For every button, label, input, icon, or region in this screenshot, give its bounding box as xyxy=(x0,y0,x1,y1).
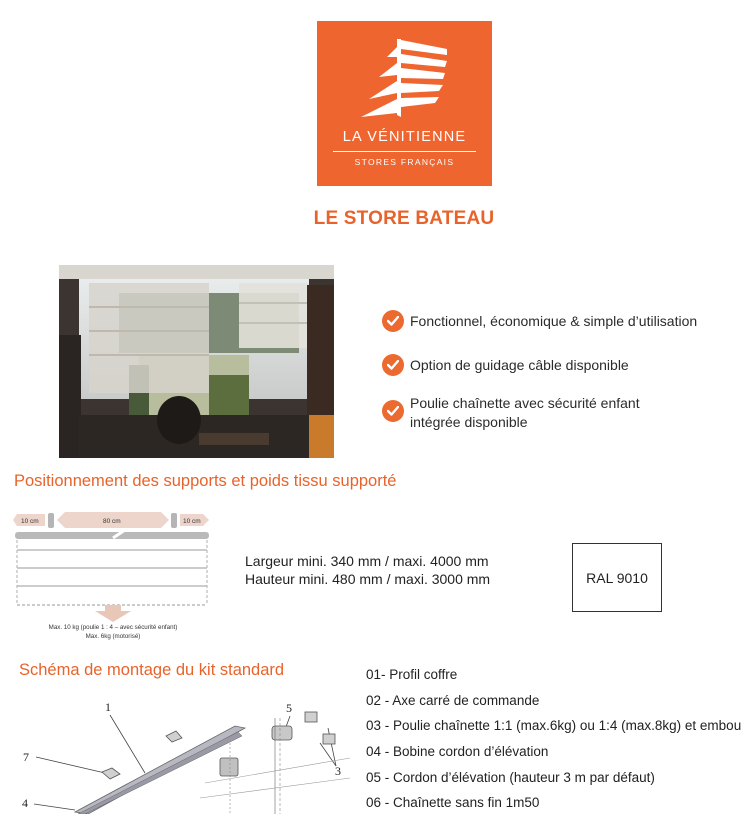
bracket-part xyxy=(102,768,120,779)
brand-name: LA VÉNITIENNE xyxy=(342,129,467,145)
check-icon xyxy=(382,400,404,422)
dim-right-label: 10 cm xyxy=(183,518,201,525)
feature-text: Poulie chaînette avec sécurité enfant intégrée disponible xyxy=(410,395,640,430)
dim-middle-label: 80 cm xyxy=(103,518,121,525)
parts-list-item: 02 - Axe carré de commande xyxy=(366,693,540,708)
support-bracket xyxy=(171,513,177,528)
callout-label: 7 xyxy=(23,750,29,764)
callout-label: 5 xyxy=(286,701,292,715)
feature-text: Fonctionnel, économique & simple d’utilisation xyxy=(410,313,698,329)
feature-item xyxy=(382,356,629,376)
callout-label: 4 xyxy=(22,796,28,810)
parts-list-item: 01- Profil coffre xyxy=(366,667,458,682)
weight-line-2: Max. 6kg (motorisé) xyxy=(85,633,141,640)
callout-label: 1 xyxy=(105,700,111,714)
supports-section-title: Positionnement des supports et poids tissu supporté xyxy=(14,472,397,490)
feature-text: Option de guidage câble disponible xyxy=(410,357,629,373)
rail-profile xyxy=(15,532,209,539)
assembly-diagram xyxy=(20,698,360,814)
feature-item xyxy=(382,394,682,432)
weight-line-1: Max. 10 kg (poulie 1 : 4 – avec sécurité enfant) xyxy=(48,624,178,631)
support-position-diagram xyxy=(13,508,213,648)
logo-divider xyxy=(333,151,476,152)
product-photo xyxy=(59,265,334,458)
parts-list-item: 06 - Chaînette sans fin 1m50 xyxy=(366,795,540,810)
parts-list-item: 04 - Bobine cordon d’élévation xyxy=(366,744,549,759)
brand-subtitle: STORES FRANÇAIS xyxy=(354,157,455,167)
check-icon xyxy=(382,354,404,376)
blinds-logo-icon xyxy=(361,37,449,119)
callout-label: 3 xyxy=(335,764,341,778)
check-icon xyxy=(382,310,404,332)
ral-color-box xyxy=(572,543,662,612)
page-title: LE STORE BATEAU xyxy=(313,208,495,229)
profile-rail xyxy=(75,726,245,814)
support-bracket xyxy=(48,513,54,528)
height-range: Hauteur mini. 480 mm / maxi. 3000 mm xyxy=(245,571,491,587)
parts-list-item: 05 - Cordon d’élévation (hauteur 3 m par défaut) xyxy=(366,770,655,785)
bracket-part xyxy=(166,731,182,742)
weight-arrow-icon xyxy=(95,605,131,622)
width-range: Largeur mini. 340 mm / maxi. 4000 mm xyxy=(245,553,489,569)
parts-list-item: 03 - Poulie chaînette 1:1 (max.6kg) ou 1:4 (max.8kg) et embou xyxy=(366,718,742,733)
dim-left-label: 10 cm xyxy=(21,518,39,525)
brand-logo xyxy=(317,21,492,186)
feature-item xyxy=(382,312,697,332)
assembly-section-title: Schéma de montage du kit standard xyxy=(19,661,285,679)
ral-color-label: RAL 9010 xyxy=(586,569,648,586)
